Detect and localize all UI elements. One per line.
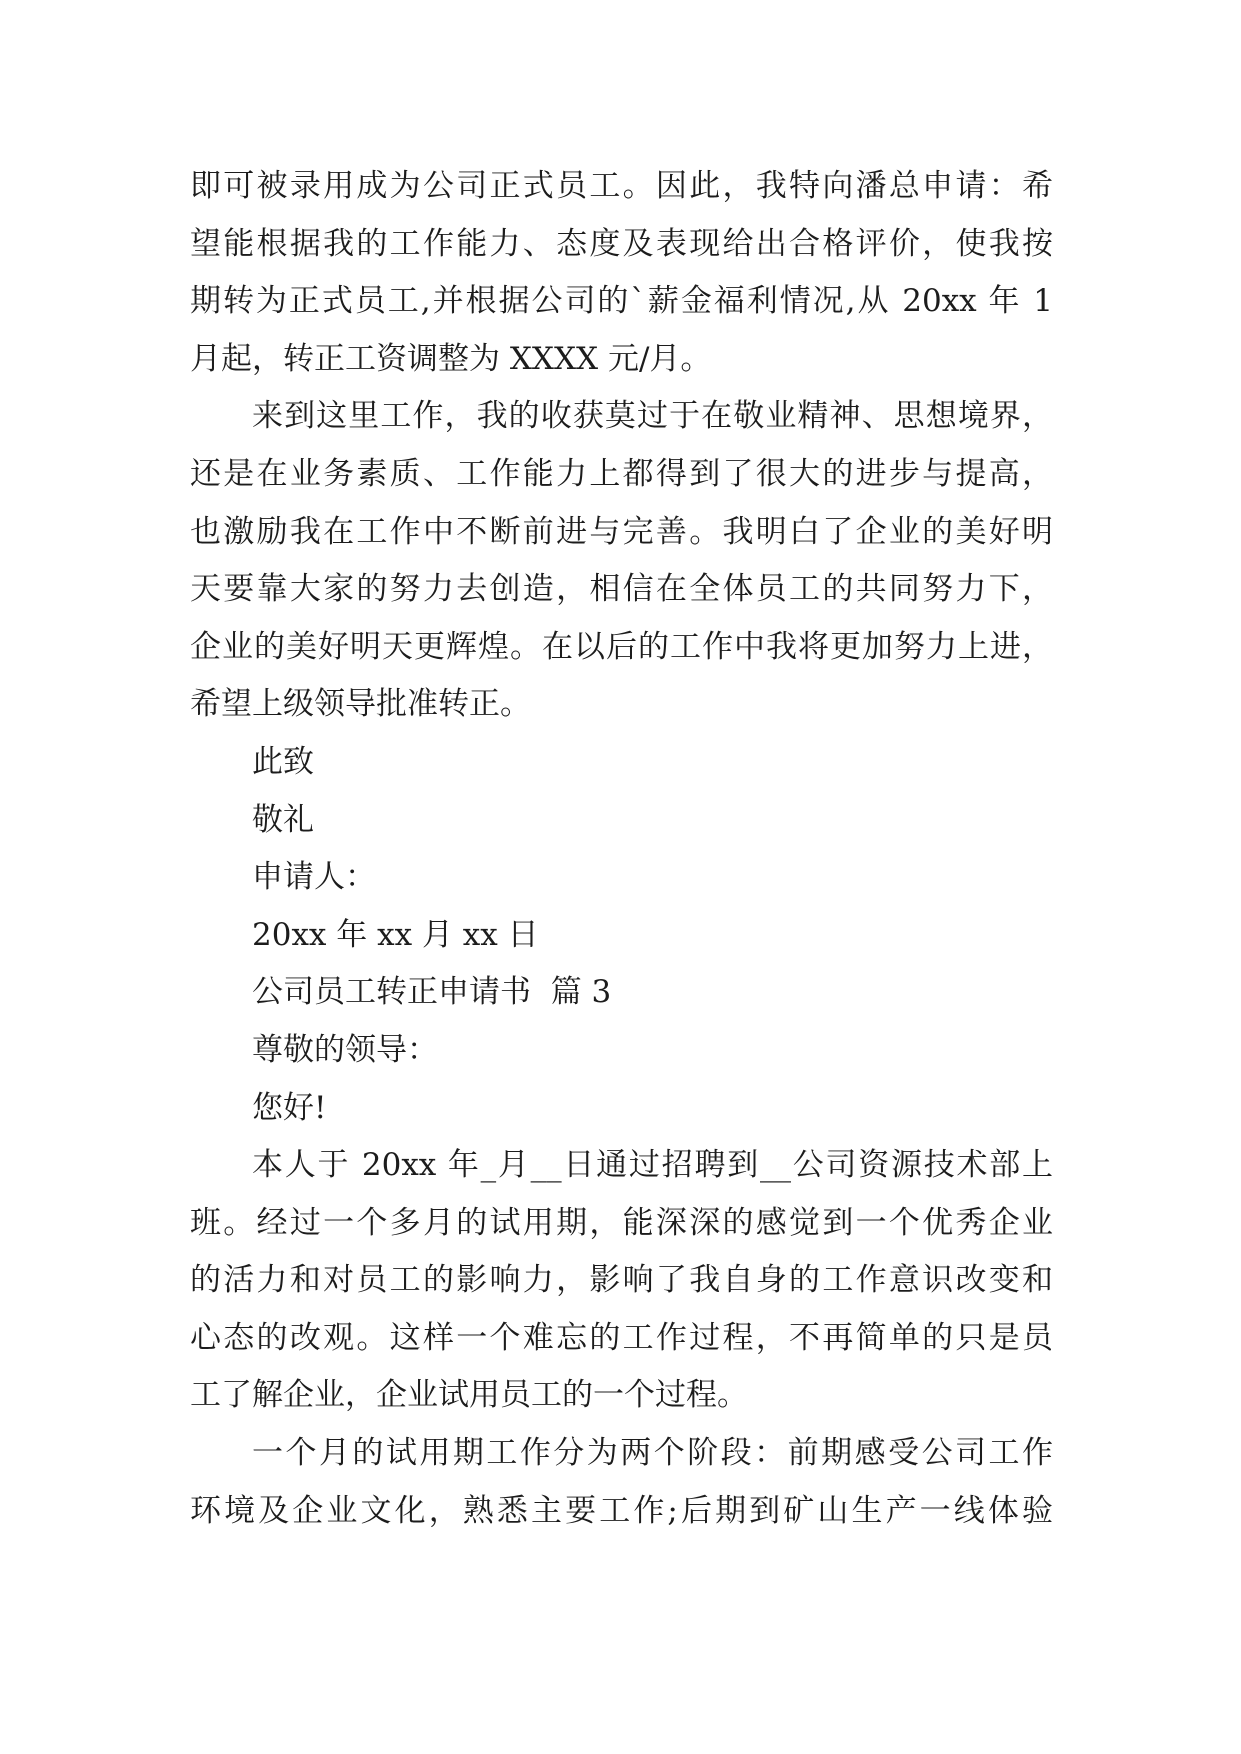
text-line: 期转为正式员工,并根据公司的`薪金福利情况,从 20xx 年 1 — [190, 283, 1053, 320]
applicant-label: 申请人： — [252, 859, 376, 896]
text-line: 工了解企业，企业试用员工的一个过程。 — [190, 1377, 748, 1414]
paragraph — [190, 158, 1053, 388]
text-line: 一个月的试用期工作分为两个阶段：前期感受公司工作 — [252, 1435, 1053, 1472]
regards-text: 敬礼 — [252, 801, 314, 838]
text-line: 还是在业务素质、工作能力上都得到了很大的进步与提高， — [190, 455, 1053, 492]
text-line: 也激励我在工作中不断前进与完善。我明白了企业的美好明 — [190, 513, 1053, 550]
document-body — [190, 158, 1053, 1540]
text-line: 月起，转正工资调整为 XXXX 元/月。 — [190, 340, 712, 377]
text-line: 希望上级领导批准转正。 — [190, 686, 531, 723]
text-line: 天要靠大家的努力去创造，相信在全体员工的共同努力下， — [190, 571, 1053, 608]
text-line: 班。经过一个多月的试用期，能深深的感觉到一个优秀企业 — [190, 1204, 1053, 1241]
text-line: 望能根据我的工作能力、态度及表现给出合格评价，使我按 — [190, 225, 1053, 262]
closing-text: 此致 — [252, 743, 314, 780]
text-line: 本人于 20xx 年_月__日通过招聘到__公司资源技术部上 — [252, 1147, 1053, 1184]
text-line: 环境及企业文化，熟悉主要工作;后期到矿山生产一线体验 — [190, 1492, 1053, 1529]
text-line: 的活力和对员工的影响力，影响了我自身的工作意识改变和 — [190, 1262, 1053, 1299]
paragraph — [190, 1137, 1053, 1425]
text-line: 企业的美好明天更辉煌。在以后的工作中我将更加努力上进， — [190, 628, 1053, 665]
paragraph — [190, 388, 1053, 734]
section-title: 公司员工转正申请书 篇 3 — [252, 974, 612, 1011]
text-line: 心态的改观。这样一个难忘的工作过程，不再简单的只是员 — [190, 1319, 1053, 1356]
recipient-line: 尊敬的领导： — [252, 1031, 438, 1068]
greeting-line: 您好! — [252, 1089, 327, 1126]
text-line: 即可被录用成为公司正式员工。因此，我特向潘总申请：希 — [190, 168, 1053, 204]
date-line: 20xx 年 xx 月 xx 日 — [252, 916, 539, 953]
paragraph — [190, 1425, 1053, 1540]
text-line: 来到这里工作，我的收获莫过于在敬业精神、思想境界， — [252, 398, 1053, 435]
